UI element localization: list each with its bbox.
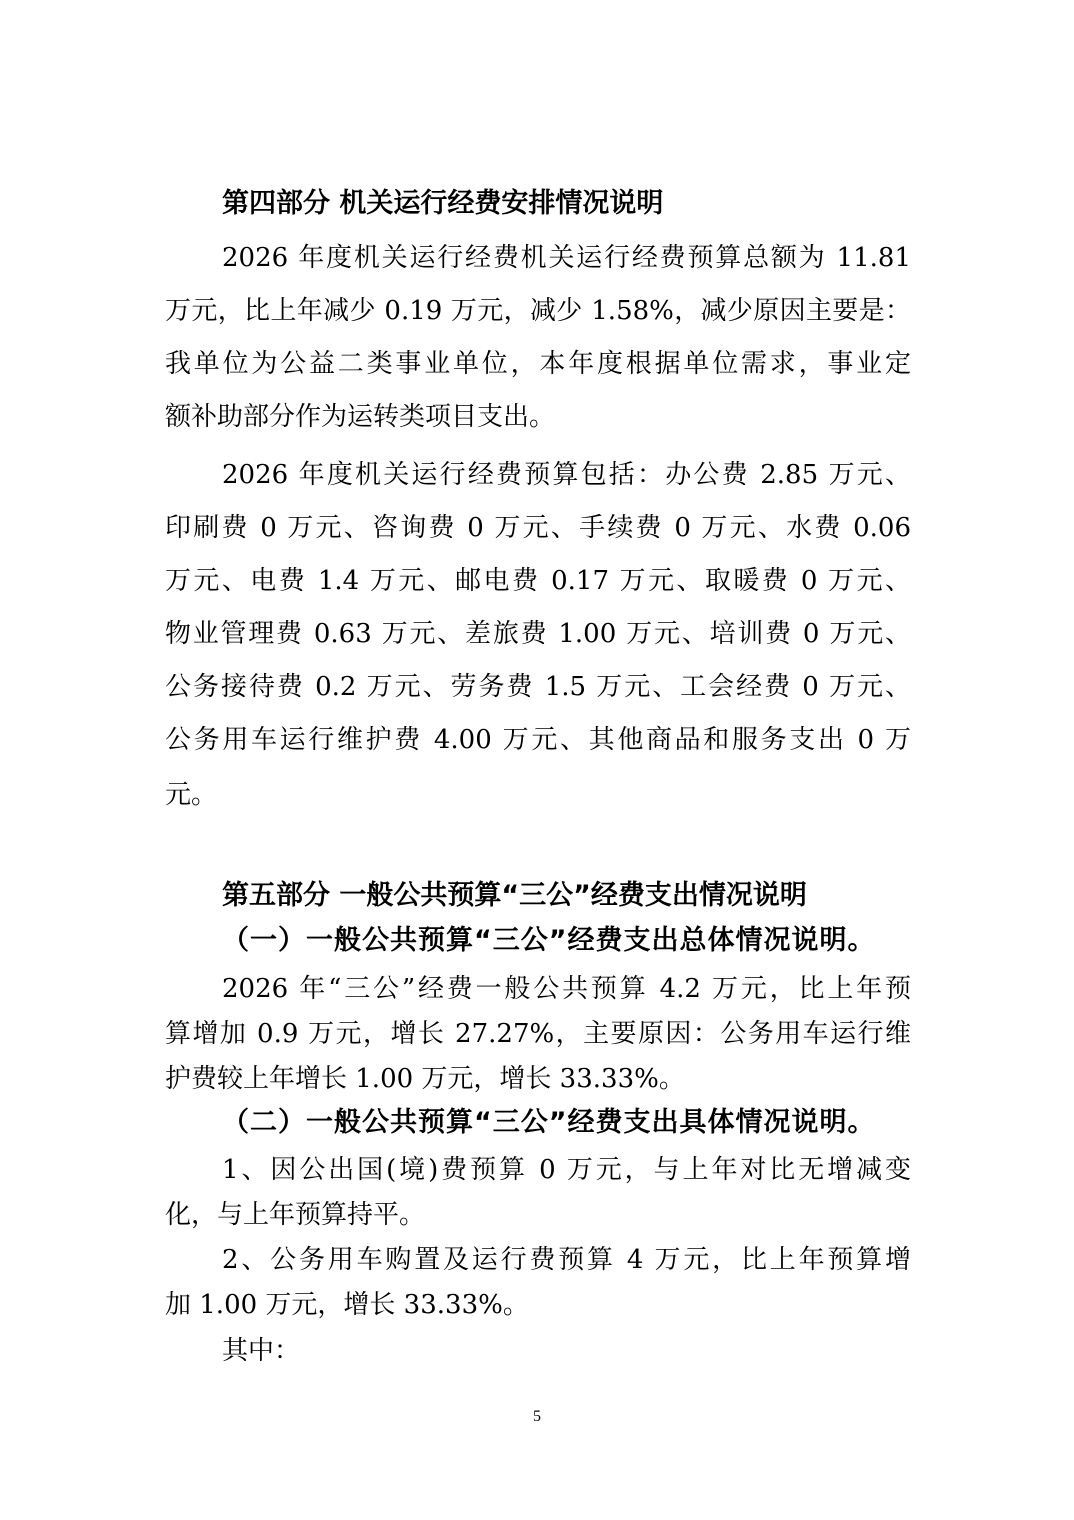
paragraph-line: 万元，比上年减少 0.19 万元，减少 1.58%，减少原因主要是： — [165, 296, 911, 326]
page-number: 5 — [533, 1408, 541, 1425]
paragraph-line: 护费较上年增长 1.00 万元，增长 33.33%。 — [165, 1064, 685, 1094]
subsection-2-heading: （二）一般公共预算“三公”经费支出具体情况说明。 — [222, 1107, 876, 1138]
paragraph-line: 公务用车运行维护费 4.00 万元、其他商品和服务支出 0 万 — [165, 725, 911, 755]
paragraph-line: 2026 年度机关运行经费预算包括：办公费 2.85 万元、 — [222, 460, 911, 490]
section-5-heading: 第五部分 一般公共预算“三公”经费支出情况说明 — [222, 880, 807, 911]
paragraph-line: 印刷费 0 万元、咨询费 0 万元、手续费 0 万元、水费 0.06 — [165, 513, 911, 543]
paragraph-line: 万元、电费 1.4 万元、邮电费 0.17 万元、取暖费 0 万元、 — [165, 566, 911, 596]
paragraph-line: 2、公务用车购置及运行费预算 4 万元，比上年预算增 — [222, 1245, 911, 1275]
paragraph-line: 物业管理费 0.63 万元、差旅费 1.00 万元、培训费 0 万元、 — [165, 619, 911, 649]
paragraph-line: 元。 — [165, 780, 218, 810]
paragraph-line: 2026 年“三公”经费一般公共预算 4.2 万元，比上年预 — [222, 974, 911, 1004]
paragraph-line: 公务接待费 0.2 万元、劳务费 1.5 万元、工会经费 0 万元、 — [165, 672, 911, 702]
subsection-1-heading: （一）一般公共预算“三公”经费支出总体情况说明。 — [222, 925, 876, 956]
paragraph-line: 额补助部分作为运转类项目支出。 — [165, 402, 556, 432]
section-4-heading: 第四部分 机关运行经费安排情况说明 — [222, 188, 664, 219]
paragraph-line: 算增加 0.9 万元，增长 27.27%，主要原因：公务用车运行维 — [165, 1019, 911, 1049]
paragraph-line: 其中： — [222, 1336, 301, 1366]
paragraph-line: 我单位为公益二类事业单位，本年度根据单位需求，事业定 — [165, 349, 911, 379]
paragraph-line: 加 1.00 万元，增长 33.33%。 — [165, 1290, 529, 1320]
paragraph-line: 1、因公出国(境)费预算 0 万元，与上年对比无增减变 — [222, 1155, 911, 1185]
paragraph-line: 2026 年度机关运行经费机关运行经费预算总额为 11.81 — [222, 243, 911, 273]
paragraph-line: 化，与上年预算持平。 — [165, 1200, 426, 1230]
